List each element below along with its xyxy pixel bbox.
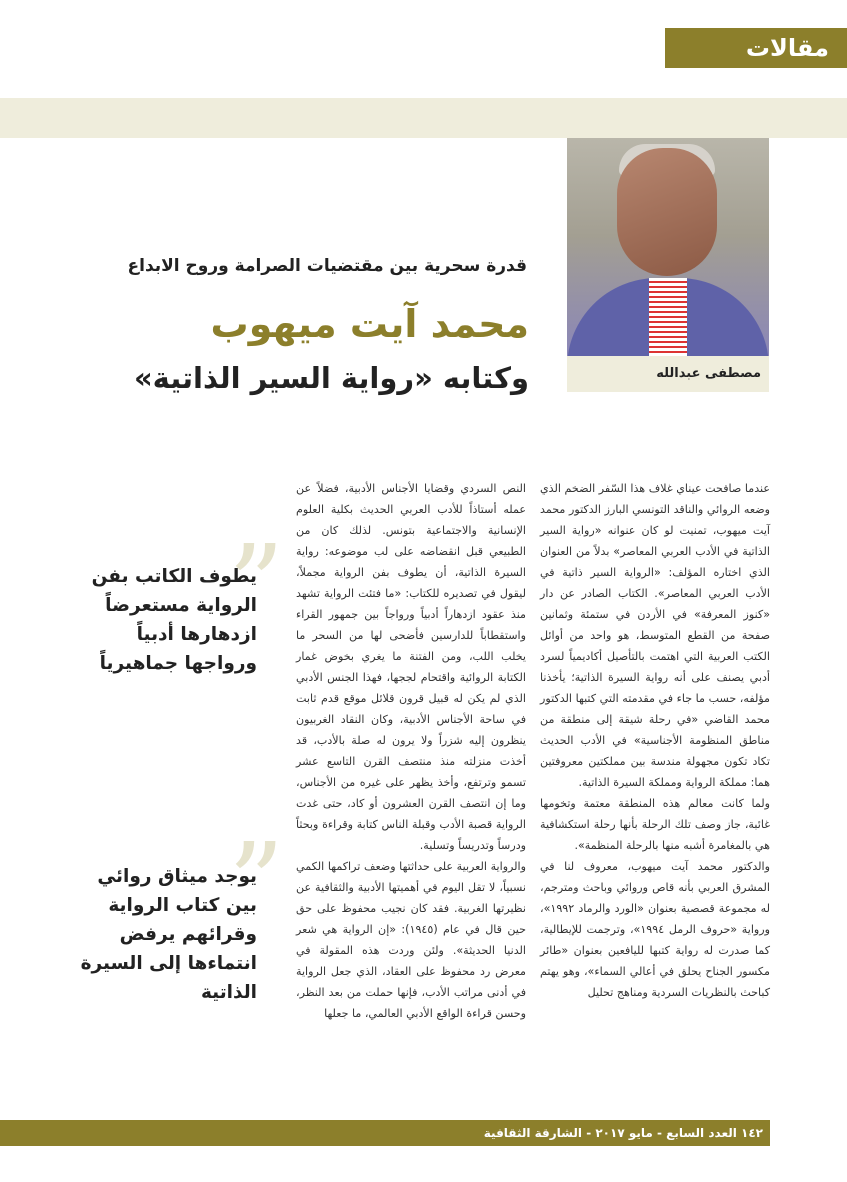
top-band	[0, 98, 847, 138]
quote-mark-icon: ”	[228, 521, 285, 649]
pull-quote: يوجد ميثاق روائي بين كتاب الرواية وقرائهم يرفض انتماءها إلى السيرة الذاتية	[80, 866, 257, 1003]
photo-collar	[649, 278, 687, 356]
article-title-line2: وكتابه «رواية السير الذاتية»	[133, 361, 529, 395]
footer-text: ١٤٢ العدد السابع - مايو ٢٠١٧ - الشارقة الثقافية	[483, 1126, 763, 1140]
section-label: مقالات	[745, 34, 829, 62]
paragraph: والدكتور محمد آيت ميهوب، معروف لنا في المشرق العربي بأنه قاص وروائي وباحث ومترجم، له مجموعة قصصية بعنوان «الورد والرماد ١٩٩٢»، ورواية «حروف الرمل ١٩٩٤»، وترجمت للإيطالية، كما صدرت له رواية كتبها لليافعين بعنوان «طائر مكسور الجناح يحلق في أعالي السماء»، وهو يهتم كباحث بالنظريات السردية ومناهج تحليل	[540, 860, 770, 999]
article-subtitle: قدرة سحرية بين مقتضيات الصرامة وروح الابداع	[127, 256, 527, 276]
paragraph: النص السردي وقضايا الأجناس الأدبية، فضلاً عن عمله أستاذاً للأدب العربي الحديث بكلية العلوم الإنسانية والاجتماعية بتونس. لذلك كان من الطبيعي قبل انقضاضه على لب موضوعه: رواية السيرة الذاتية، أن يطوف بفن الرواية مجملاً، ليقول في تصديره للكتاب: «ما فتئت الرواية تشهد منذ عقود ازدهاراً أدبياً ورواجاً بين جمهور القراء واستقطاباً للدارسين فأضحى لها من السحر ما يخلب اللب، ومن الفتنة ما يغري بخوض غمار الكتابة الروائية واقتحام لججها، فهذا الجنس الأدبي الذي لم يكن له قبيل قرون قلائل موقع قدم ثابت في ساحة الأجناس الأدبية، وكان النقاد الغربيون ينظرون إليه شزراً ولا يرون له صلة بالأدب، قد أخذت منزلته منذ منتصف القرن التاسع عشر تسمو وترتفع، وأخذ يظهر على غيره من الأجناس، وما إن انتصف القرن العشرون أو كاد، حتى غدت الرواية قصبة الأدب وقبلة الناس كتابة وقراءة وبحثاً ودرساً وتدريساً وتسلية.	[296, 482, 526, 852]
photo-head	[617, 148, 717, 276]
paragraph: ولما كانت معالم هذه المنطقة معتمة وتخومها غائبة، جاز وصف تلك الرحلة بأنها رحلة استكشافية هي بالمغامرة أشبه منها بالرحلة المنظمة».	[540, 797, 770, 852]
pull-quote: يطوف الكاتب بفن الرواية مستعرضاً ازدهارها أدبياً ورواجها جماهيرياً	[91, 566, 257, 674]
author-photo	[567, 138, 769, 356]
text-column-right	[540, 478, 770, 999]
paragraph: والرواية العربية على حداثتها وضعف تراكمها الكمي نسبياً، لا تقل اليوم في أهميتها الأدبية والثقافية عن نظيرتها الغربية. فقد كان نجيب محفوظ على حق حين قال في عام (١٩٤٥): «إن الرواية هي شعر الدنيا الحديثة». ولئن وردت هذه المقولة في معرض رد محفوظ على العقاد، الذي جعل الرواية في أدنى مراتب الأدب، فإنها حملت من بعد النظر، وحسن قراءة الواقع الأدبي العالمي، ما جعلها	[296, 860, 526, 1020]
quote-mark-icon: ”	[228, 819, 285, 947]
paragraph: عندما صافحت عيناي غلاف هذا السّفر الضخم الذي وضعه الروائي والناقد التونسي البارز الدكتور محمد آيت ميهوب، تمنيت لو كان عنوانه «رواية السير الذاتية في الأدب العربي المعاصر» بدلاً من العنوان الذي اختاره المؤلف: «الرواية السير ذاتية في الأدب العربي المعاصر». الكتاب الصادر عن دار «كنوز المعرفة» في الأردن في ستمئة وثمانين صفحة من القطع المتوسط، هو واحد من أوائل الكتب العربية التي اهتمت بالتأصيل أكاديمياً لسرد أدبي يصنف على أنه رواية السيرة الذاتية؛ يأخذنا مؤلفه، حسب ما جاء في مقدمته التي كتبها الدكتور محمد القاضي «في رحلة شيقة إلى منطقة من مناطق المنظومة الأجناسية» في الأدب الحديث تكاد تكون مجهولة مندسة بين مملكتين معروفتين هما: مملكة الرواية ومملكة السيرة الذاتية.	[540, 482, 770, 789]
article-title: محمد آيت ميهوب	[210, 302, 529, 346]
text-column-middle	[296, 478, 526, 1020]
author-name: مصطفى عبدالله	[656, 366, 761, 381]
